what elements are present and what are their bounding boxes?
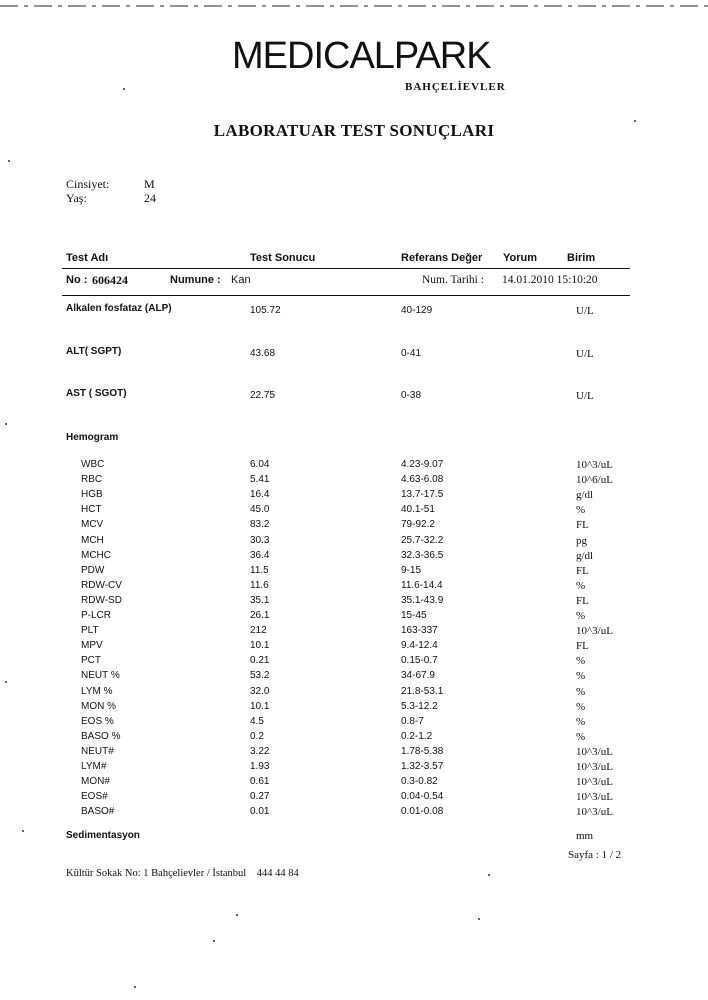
age-label: Yaş:	[66, 191, 87, 205]
hemogram-row-reference: 0.01-0.08	[401, 806, 444, 817]
hemogram-row-value: 4.5	[250, 716, 264, 727]
hemogram-row-unit: %	[576, 670, 586, 682]
hemogram-row-reference: 9-15	[401, 565, 422, 576]
hemogram-row-unit: 10^3/uL	[576, 459, 613, 471]
top-dashed-border	[0, 5, 708, 7]
hemogram-row-reference: 4.63-6.08	[401, 474, 444, 485]
test-value: 105.72	[250, 305, 281, 316]
hemogram-row-value: 35.1	[250, 595, 270, 606]
test-value: 43.68	[250, 348, 276, 359]
scan-speck	[5, 681, 7, 683]
hemogram-row-value: 45.0	[250, 504, 270, 515]
hemogram-row-unit: 10^3/uL	[576, 761, 613, 773]
hemogram-row-value: 10.1	[250, 640, 270, 651]
test-name: ALT( SGPT)	[66, 346, 122, 357]
hemogram-row-unit: 10^6/uL	[576, 474, 613, 486]
hemogram-row-name: BASO#	[81, 806, 115, 817]
hemogram-row-reference: 25.7-32.2	[401, 535, 444, 546]
hemogram-row-name: PLT	[81, 625, 99, 636]
hemogram-row-name: BASO %	[81, 731, 121, 742]
hemogram-row-value: 0.61	[250, 776, 270, 787]
hemogram-row-name: EOS %	[81, 716, 114, 727]
hemogram-row-name: RBC	[81, 474, 103, 485]
hemogram-row-name: LYM#	[81, 761, 107, 772]
scan-speck	[22, 830, 24, 832]
hemogram-row-unit: 10^3/uL	[576, 625, 613, 637]
test-reference: 0-38	[401, 390, 422, 401]
hemogram-row-reference: 1.32-3.57	[401, 761, 444, 772]
hemogram-row-value: 10.1	[250, 701, 270, 712]
sample-date-label: Num. Tarihi :	[422, 274, 484, 286]
col-comment: Yorum	[503, 252, 538, 264]
test-unit: U/L	[576, 390, 594, 402]
hemogram-title: Hemogram	[66, 432, 119, 443]
hemogram-row-value: 32.0	[250, 686, 270, 697]
hemogram-row-name: WBC	[81, 459, 105, 470]
col-reference: Referans Değer	[401, 252, 483, 264]
scan-speck	[236, 914, 238, 916]
hemogram-row-name: MCHC	[81, 550, 111, 561]
hemogram-row-reference: 0.2-1.2	[401, 731, 433, 742]
age-value: 24	[144, 191, 156, 205]
hemogram-row-reference: 32.3-36.5	[401, 550, 444, 561]
hemogram-row-value: 30.3	[250, 535, 270, 546]
hemogram-row-unit: %	[576, 504, 586, 516]
hemogram-row-unit: FL	[576, 519, 589, 531]
hemogram-row-name: NEUT %	[81, 670, 120, 681]
footer-address-text: Kültür Sokak No: 1 Bahçelievler / İstanbul	[66, 868, 247, 879]
hemogram-row-name: LYM %	[81, 686, 113, 697]
hemogram-row-reference: 15-45	[401, 610, 427, 621]
hemogram-row-unit: g/dl	[576, 550, 594, 562]
hemogram-row-name: PCT	[81, 655, 101, 666]
hemogram-row-value: 5.41	[250, 474, 270, 485]
test-unit: U/L	[576, 348, 594, 360]
sample-type-label: Numune :	[170, 274, 221, 286]
hemogram-row-value: 6.04	[250, 459, 270, 470]
scan-speck	[123, 88, 125, 90]
hemogram-row-unit: %	[576, 716, 586, 728]
hemogram-row-reference: 1.78-5.38	[401, 746, 444, 757]
scan-speck	[134, 986, 136, 988]
hemogram-row-value: 212	[250, 625, 267, 636]
scan-speck	[213, 940, 215, 942]
hemogram-row-value: 0.27	[250, 791, 270, 802]
sample-divider	[62, 295, 630, 296]
medicalpark-logo	[232, 34, 492, 76]
hemogram-row-value: 11.5	[250, 565, 269, 576]
hemogram-row-name: P-LCR	[81, 610, 112, 621]
hemogram-row-value: 36.4	[250, 550, 270, 561]
hemogram-row-reference: 0.15-0.7	[401, 655, 438, 666]
header-divider	[62, 268, 630, 269]
hemogram-row-unit: %	[576, 610, 586, 622]
hemogram-row-unit: FL	[576, 595, 589, 607]
hemogram-row-unit: 10^3/uL	[576, 776, 613, 788]
hemogram-row-name: EOS#	[81, 791, 108, 802]
hemogram-row-value: 1.93	[250, 761, 270, 772]
svg-text:MEDICALPARK: MEDICALPARK	[232, 35, 491, 76]
sedimentation-label: Sedimentasyon	[66, 830, 140, 841]
hemogram-row-name: PDW	[81, 565, 105, 576]
hemogram-row-unit: %	[576, 701, 586, 713]
hemogram-row-value: 0.01	[250, 806, 270, 817]
test-reference: 0-41	[401, 348, 422, 359]
hemogram-row-unit: %	[576, 580, 586, 592]
hemogram-row-unit: %	[576, 686, 586, 698]
hemogram-row-unit: 10^3/uL	[576, 791, 613, 803]
hemogram-row-name: MPV	[81, 640, 103, 651]
hemogram-row-reference: 4.23-9.07	[401, 459, 444, 470]
hemogram-row-reference: 5.3-12.2	[401, 701, 438, 712]
hemogram-row-name: MCH	[81, 535, 104, 546]
hemogram-row-unit: 10^3/uL	[576, 806, 613, 818]
hemogram-row-unit: FL	[576, 565, 589, 577]
col-test-name: Test Adı	[66, 252, 109, 264]
sample-no-label: No :	[66, 274, 88, 286]
sample-type-value: Kan	[231, 274, 251, 286]
hemogram-row-name: RDW-CV	[81, 580, 122, 591]
hemogram-row-unit: FL	[576, 640, 589, 652]
page-title: LABORATUAR TEST SONUÇLARI	[213, 121, 495, 140]
col-result: Test Sonucu	[250, 252, 316, 264]
sedimentation-unit: mm	[576, 830, 594, 842]
hemogram-row-name: HCT	[81, 504, 102, 515]
hemogram-row-unit: %	[576, 655, 586, 667]
gender-value: M	[144, 177, 155, 191]
test-unit: U/L	[576, 305, 594, 317]
hemogram-row-reference: 79-92.2	[401, 519, 435, 530]
hemogram-row-name: MON#	[81, 776, 110, 787]
hemogram-row-value: 3.22	[250, 746, 270, 757]
hemogram-row-reference: 21.8-53.1	[401, 686, 444, 697]
test-name: AST ( SGOT)	[66, 388, 127, 399]
scan-speck	[478, 918, 480, 920]
hemogram-row-reference: 0.8-7	[401, 716, 424, 727]
hemogram-row-name: NEUT#	[81, 746, 114, 757]
hemogram-row-reference: 0.04-0.54	[401, 791, 444, 802]
hemogram-row-unit: pg	[576, 535, 587, 547]
hemogram-row-value: 53.2	[250, 670, 270, 681]
hemogram-row-value: 16.4	[250, 489, 270, 500]
hemogram-row-name: RDW-SD	[81, 595, 122, 606]
footer-address	[66, 868, 299, 879]
gender-label: Cinsiyet:	[66, 177, 110, 191]
test-name: Alkalen fosfataz (ALP)	[66, 303, 172, 314]
branch-name: BAHÇELİEVLER	[405, 81, 506, 93]
sample-no-value: 606424	[92, 273, 128, 287]
test-reference: 40-129	[401, 305, 433, 316]
sample-date-value: 14.01.2010 15:10:20	[502, 274, 598, 286]
test-value: 22.75	[250, 390, 276, 401]
hemogram-row-name: MON %	[81, 701, 116, 712]
hemogram-row-name: HGB	[81, 489, 103, 500]
hemogram-row-unit: %	[576, 731, 586, 743]
hemogram-row-value: 11.6	[250, 580, 269, 591]
hemogram-row-reference: 34-67.9	[401, 670, 435, 681]
hemogram-row-reference: 163-337	[401, 625, 438, 636]
hemogram-row-reference: 13.7-17.5	[401, 489, 444, 500]
scan-speck	[488, 874, 490, 876]
col-unit: Birim	[567, 252, 596, 264]
hemogram-row-value: 26.1	[250, 610, 270, 621]
scan-speck	[8, 160, 10, 162]
footer-phone: 444 44 84	[256, 868, 299, 879]
hemogram-row-value: 0.21	[250, 655, 270, 666]
hemogram-row-reference: 35.1-43.9	[401, 595, 444, 606]
hemogram-row-value: 0.2	[250, 731, 264, 742]
hemogram-row-reference: 40.1-51	[401, 504, 435, 515]
hemogram-row-reference: 9.4-12.4	[401, 640, 438, 651]
hemogram-row-reference: 0.3-0.82	[401, 776, 438, 787]
hemogram-row-unit: 10^3/uL	[576, 746, 613, 758]
hemogram-row-unit: g/dl	[576, 489, 594, 501]
hemogram-row-reference: 11.6-14.4	[401, 580, 443, 591]
page-number: Sayfa : 1 / 2	[568, 849, 622, 861]
hemogram-row-value: 83.2	[250, 519, 270, 530]
scan-speck	[5, 423, 7, 425]
scan-speck	[634, 120, 636, 122]
hemogram-row-name: MCV	[81, 519, 104, 530]
